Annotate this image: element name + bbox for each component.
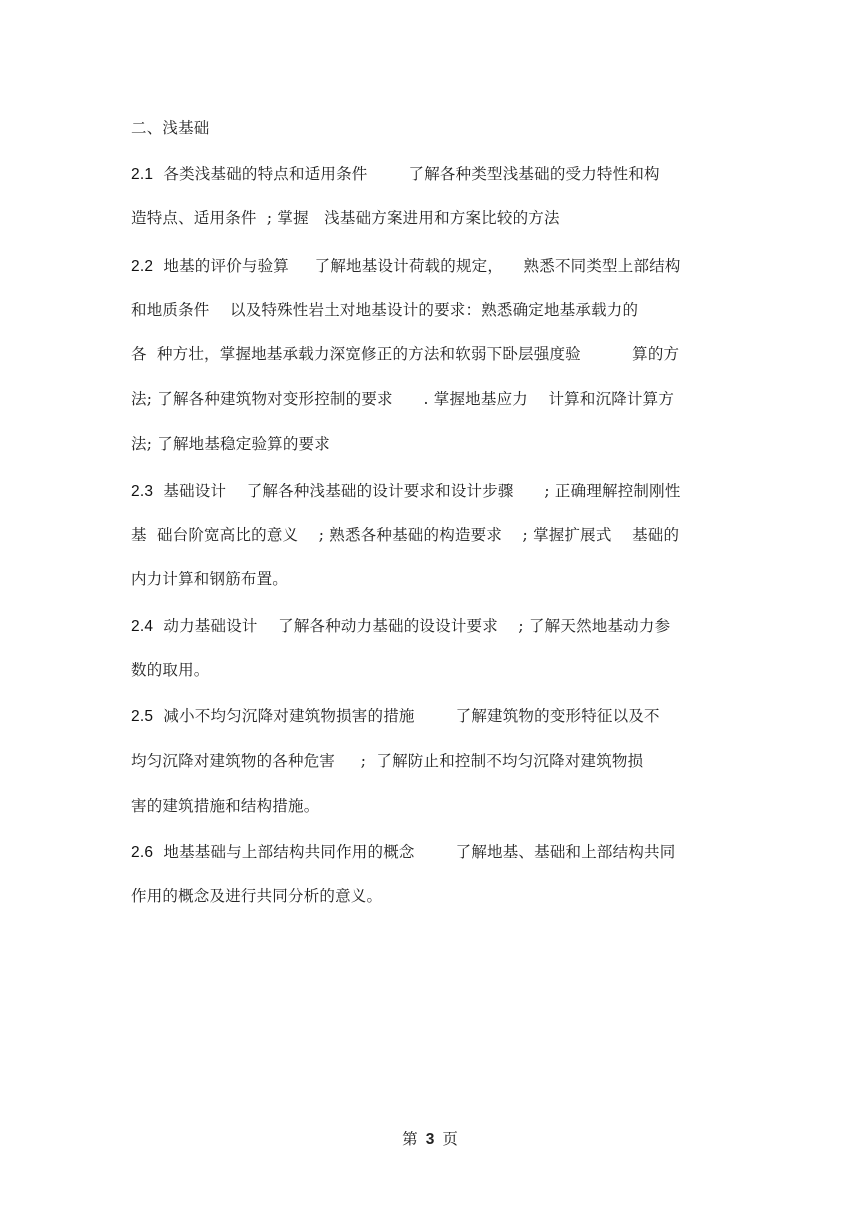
item-number: 2.2 [131,258,154,275]
item-number: 2.6 [131,844,154,861]
paragraph-line: 害的建筑措施和结构措施。 [131,797,320,815]
paragraph-line: 均匀沉降对建筑物的各种危害 ; 了解防止和控制不均匀沉降对建筑物损 [131,752,644,770]
paragraph-line: 数的取用。 [131,661,210,679]
page-footer: 第 3 页 [402,1130,458,1148]
page-number: 3 [425,1131,435,1148]
paragraph-line: 内力计算和钢筋布置。 [131,570,289,588]
item-number: 2.3 [131,483,154,500]
paragraph-line: 2.4 动力基础设计 了解各种动力基础的设设计要求 ; 了解天然地基动力参 [131,617,671,635]
paragraph-line: 2.3 基础设计 了解各种浅基础的设计要求和设计步骤 ; 正确理解控制刚性 [131,482,681,500]
item-number: 2.4 [131,618,154,635]
paragraph-line: 和地质条件 以及特殊性岩土对地基设计的要求：熟悉确定地基承载力的 [131,301,639,319]
section-title: 二、浅基础 [131,119,210,137]
paragraph-line: 2.2 地基的评价与验算 了解地基设计荷载的规定， 熟悉不同类型上部结构 [131,257,681,275]
paragraph-line: 造特点、适用条件 ; 掌握 浅基础方案进用和方案比较的方法 [131,209,560,227]
item-number: 2.1 [131,166,154,183]
item-number: 2.5 [131,708,154,725]
paragraph-line: 基 础台阶宽高比的意义 ; 熟悉各种基础的构造要求 ; 掌握扩展式 基础的 [131,526,680,544]
paragraph-line: 各 种方壮，掌握地基承载力深宽修正的方法和软弱下卧层强度验 算的方 [131,345,680,363]
paragraph-line: 作用的概念及进行共同分析的意义。 [131,887,383,905]
paragraph-line: 2.1 各类浅基础的特点和适用条件 了解各种类型浅基础的受力特性和构 [131,165,660,183]
paragraph-line: 2.5 减小不均匀沉降对建筑物损害的措施 了解建筑物的变形特征以及不 [131,707,660,725]
paragraph-line: 法; 了解各种建筑物对变形控制的要求 . 掌握地基应力 计算和沉降计算方 [131,390,675,408]
paragraph-line: 2.6 地基基础与上部结构共同作用的概念 了解地基、基础和上部结构共同 [131,843,676,861]
paragraph-line: 法; 了解地基稳定验算的要求 [131,435,330,453]
